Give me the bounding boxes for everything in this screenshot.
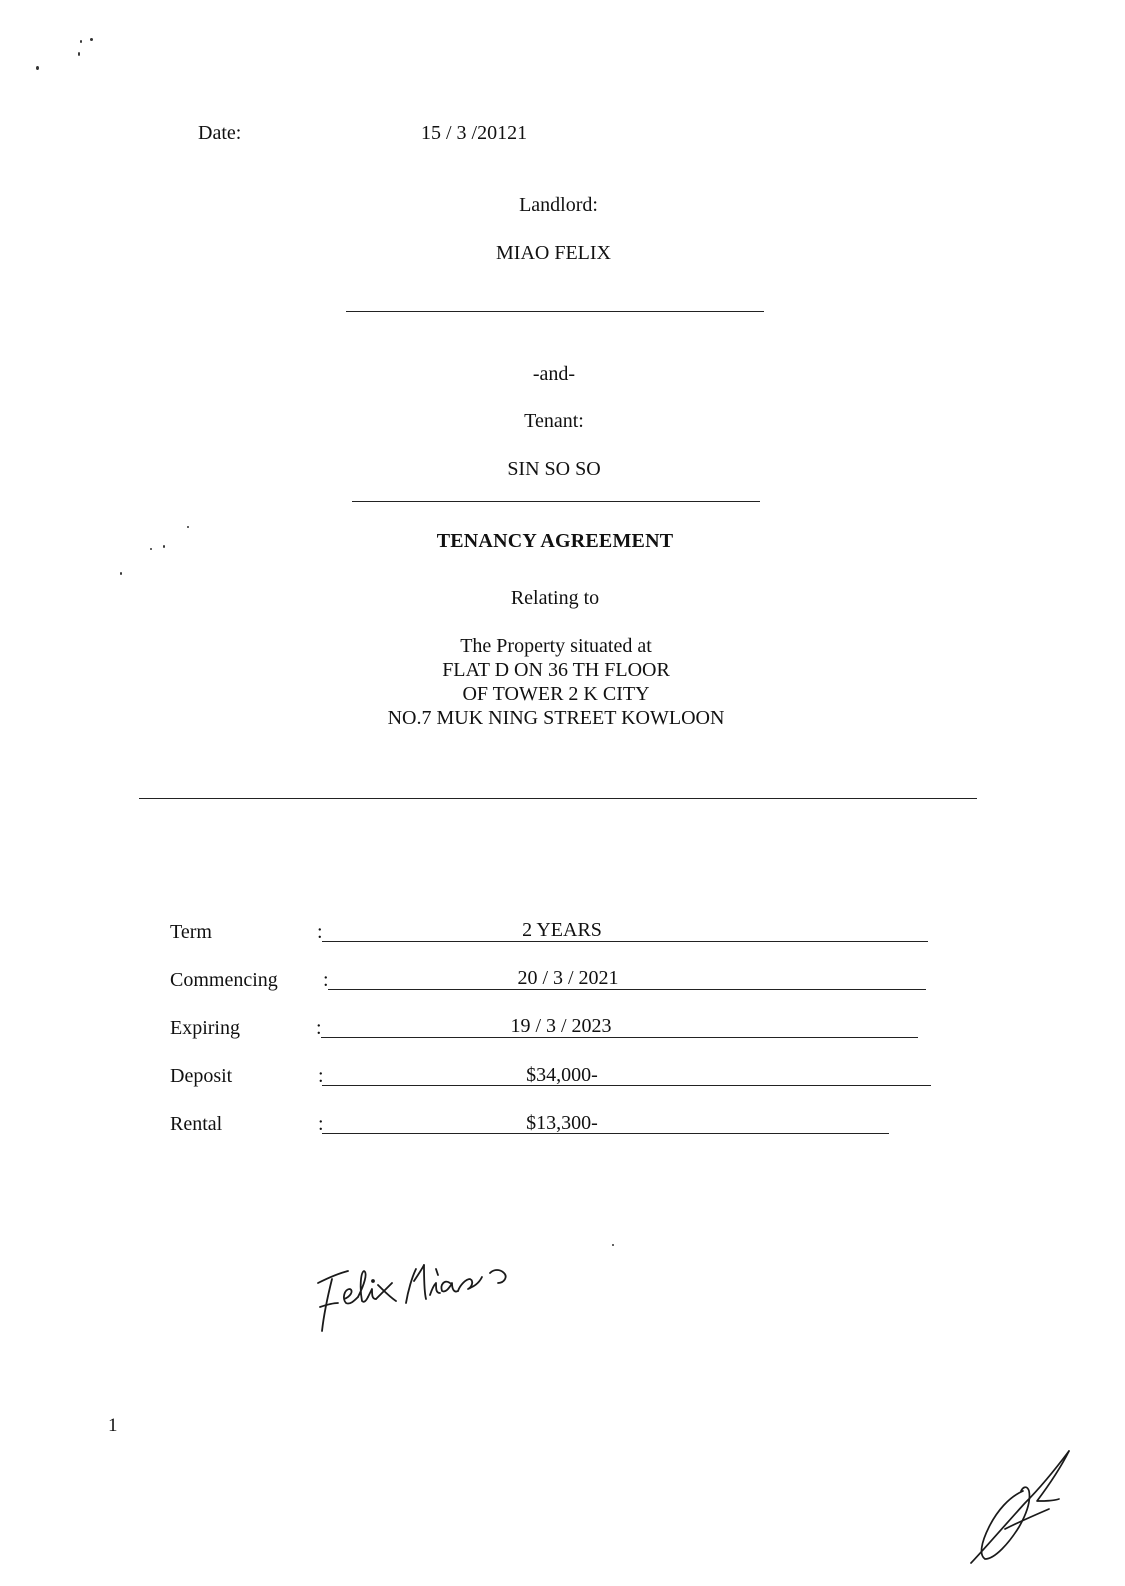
commencing-value: 20 / 3 / 2021 bbox=[517, 967, 619, 989]
expiring-colon: : bbox=[316, 1017, 322, 1039]
tenant-label: Tenant: bbox=[524, 410, 584, 432]
term-colon: : bbox=[317, 921, 323, 943]
expiring-underline bbox=[321, 1037, 918, 1038]
and-text: -and- bbox=[532, 363, 576, 385]
rental-underline bbox=[322, 1133, 889, 1134]
relating-to: Relating to bbox=[510, 587, 600, 609]
landlord-name: MIAO FELIX bbox=[496, 242, 611, 264]
deposit-label: Deposit bbox=[170, 1065, 233, 1087]
deposit-underline bbox=[322, 1085, 931, 1086]
deposit-value: $34,000- bbox=[526, 1064, 598, 1086]
expiring-value: 19 / 3 / 2023 bbox=[510, 1015, 612, 1037]
initials-signature bbox=[965, 1445, 1075, 1570]
section-divider bbox=[139, 798, 977, 799]
term-value: 2 YEARS bbox=[522, 919, 602, 941]
rental-value: $13,300- bbox=[526, 1112, 598, 1134]
scan-speck bbox=[78, 52, 80, 56]
agreement-title: TENANCY AGREEMENT bbox=[436, 530, 674, 552]
scan-speck bbox=[80, 40, 82, 43]
date-label: Date: bbox=[198, 122, 242, 144]
landlord-label: Landlord: bbox=[519, 194, 598, 216]
term-label: Term bbox=[170, 921, 212, 943]
landlord-signature bbox=[310, 1255, 520, 1345]
rental-colon: : bbox=[318, 1113, 324, 1135]
property-line: OF TOWER 2 K CITY bbox=[462, 683, 650, 705]
tenant-divider bbox=[352, 501, 760, 502]
rental-label: Rental bbox=[170, 1113, 223, 1135]
expiring-label: Expiring bbox=[170, 1017, 240, 1039]
property-line: FLAT D ON 36 TH FLOOR bbox=[442, 659, 670, 681]
scan-speck bbox=[187, 526, 189, 528]
landlord-divider bbox=[346, 311, 764, 312]
scan-speck bbox=[36, 66, 39, 70]
property-line: NO.7 MUK NING STREET KOWLOON bbox=[387, 707, 725, 729]
property-address bbox=[0, 634, 1112, 730]
date-value: 15 / 3 /20121 bbox=[421, 122, 528, 144]
commencing-label: Commencing bbox=[170, 969, 278, 991]
page-number: 1 bbox=[108, 1415, 118, 1436]
scan-speck bbox=[90, 38, 93, 41]
term-underline bbox=[322, 941, 928, 942]
commencing-underline bbox=[328, 989, 926, 990]
scan-speck bbox=[612, 1244, 614, 1246]
property-line: The Property situated at bbox=[460, 635, 652, 657]
deposit-colon: : bbox=[318, 1065, 324, 1087]
tenant-name: SIN SO SO bbox=[507, 458, 601, 480]
scan-speck bbox=[120, 572, 122, 575]
commencing-colon: : bbox=[323, 969, 329, 991]
